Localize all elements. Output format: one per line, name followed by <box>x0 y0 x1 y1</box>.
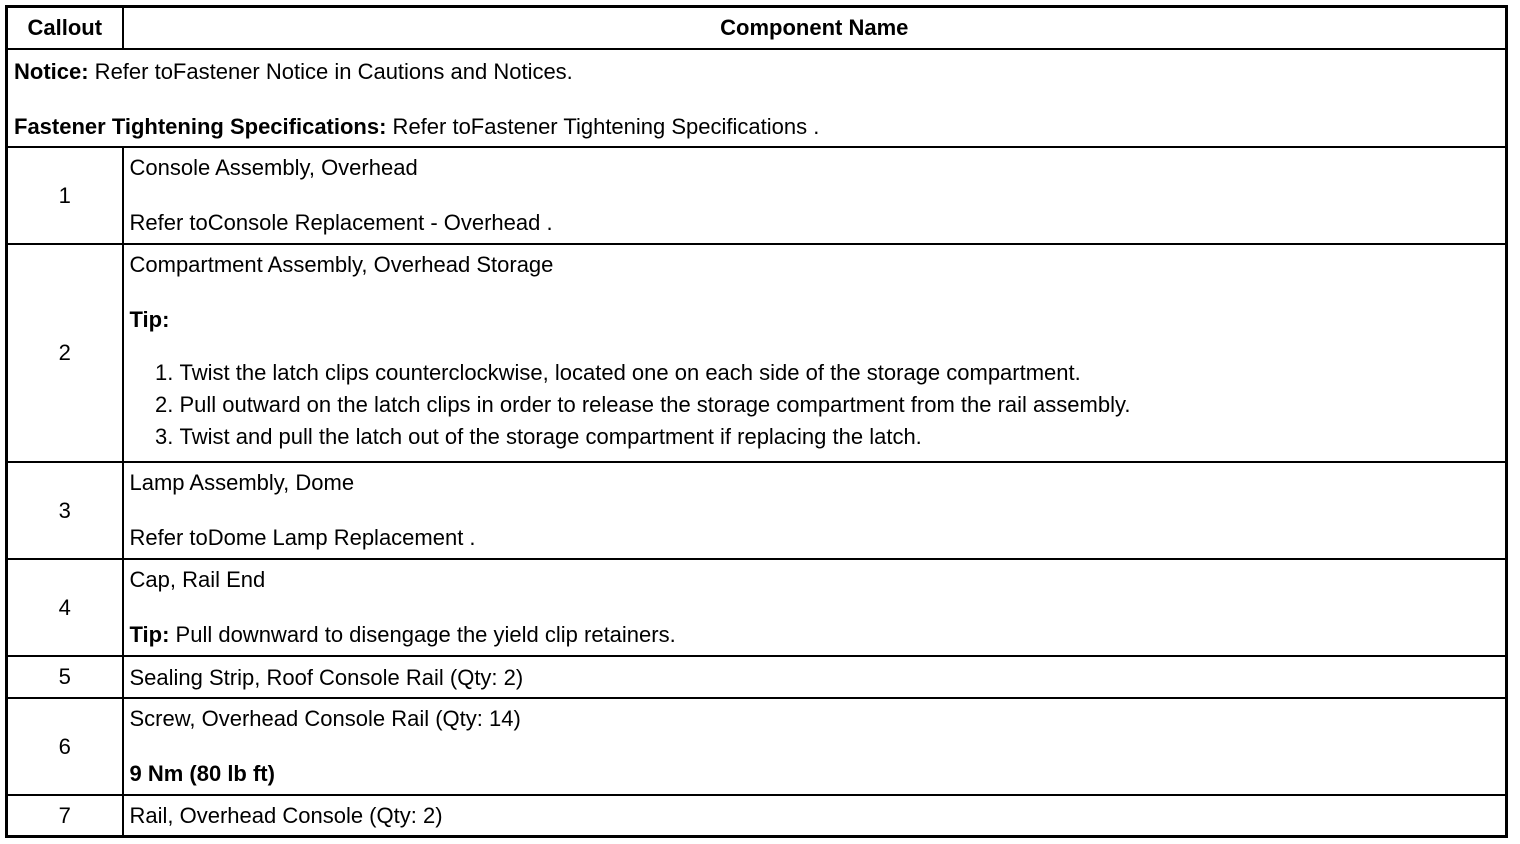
tip-label: Tip: <box>129 307 170 332</box>
table-row <box>7 795 1507 837</box>
component-note: Refer toDome Lamp Replacement . <box>129 525 476 550</box>
tip-label: Tip: <box>129 622 170 647</box>
callout-cell: 2 <box>7 244 123 462</box>
component-cell <box>123 656 1507 698</box>
component-cell <box>123 147 1507 244</box>
header-component-name: Component Name <box>123 7 1507 50</box>
notice-row <box>7 49 1507 147</box>
table-row <box>7 559 1507 656</box>
component-cell <box>123 795 1507 837</box>
fastener-spec-text: Refer toFastener Tightening Specifications . <box>386 114 820 139</box>
callout-cell: 1 <box>7 147 123 244</box>
table-row <box>7 698 1507 795</box>
list-item: 1. Twist the latch clips counterclockwise, located one on each side of the storage compartment. <box>180 357 1498 389</box>
notice-label: Notice: <box>14 59 89 84</box>
header-callout: Callout <box>7 7 123 50</box>
table-header-row <box>7 7 1507 50</box>
callout-cell: 4 <box>7 559 123 656</box>
component-table-container <box>5 5 1508 838</box>
table-row <box>7 147 1507 244</box>
fastener-spec-label: Fastener Tightening Specifications: <box>14 114 387 139</box>
callout-cell: 7 <box>7 795 123 837</box>
list-item: 2. Pull outward on the latch clips in order to release the storage compartment from the rail assembly. <box>180 389 1498 421</box>
component-cell <box>123 244 1507 462</box>
component-name: Cap, Rail End <box>129 567 266 592</box>
component-cell <box>123 462 1507 559</box>
table-row <box>7 244 1507 462</box>
component-cell <box>123 698 1507 795</box>
notice-line <box>14 58 1499 85</box>
component-name: Rail, Overhead Console (Qty: 2) <box>129 803 443 828</box>
component-name: Lamp Assembly, Dome <box>129 470 355 495</box>
tip-text: Pull downward to disengage the yield clip retainers. <box>169 622 676 647</box>
notice-cell <box>7 49 1507 147</box>
fastener-spec-line <box>14 113 1499 140</box>
torque-spec: 9 Nm (80 lb ft) <box>129 761 275 786</box>
notice-text: Refer toFastener Notice in Cautions and Notices. <box>88 59 573 84</box>
component-name: Console Assembly, Overhead <box>129 155 418 180</box>
table-row <box>7 462 1507 559</box>
component-cell <box>123 559 1507 656</box>
component-name: Compartment Assembly, Overhead Storage <box>129 252 554 277</box>
tip-steps-list <box>130 357 1498 453</box>
component-table <box>5 5 1508 838</box>
callout-cell: 6 <box>7 698 123 795</box>
callout-cell: 3 <box>7 462 123 559</box>
tip-line <box>130 621 1498 648</box>
component-note: Refer toConsole Replacement - Overhead . <box>129 210 553 235</box>
component-name: Sealing Strip, Roof Console Rail (Qty: 2) <box>129 664 524 690</box>
table-row <box>7 656 1507 698</box>
list-item: 3. Twist and pull the latch out of the storage compartment if replacing the latch. <box>180 421 1498 453</box>
component-name: Screw, Overhead Console Rail (Qty: 14) <box>129 706 521 731</box>
callout-cell: 5 <box>7 656 123 698</box>
